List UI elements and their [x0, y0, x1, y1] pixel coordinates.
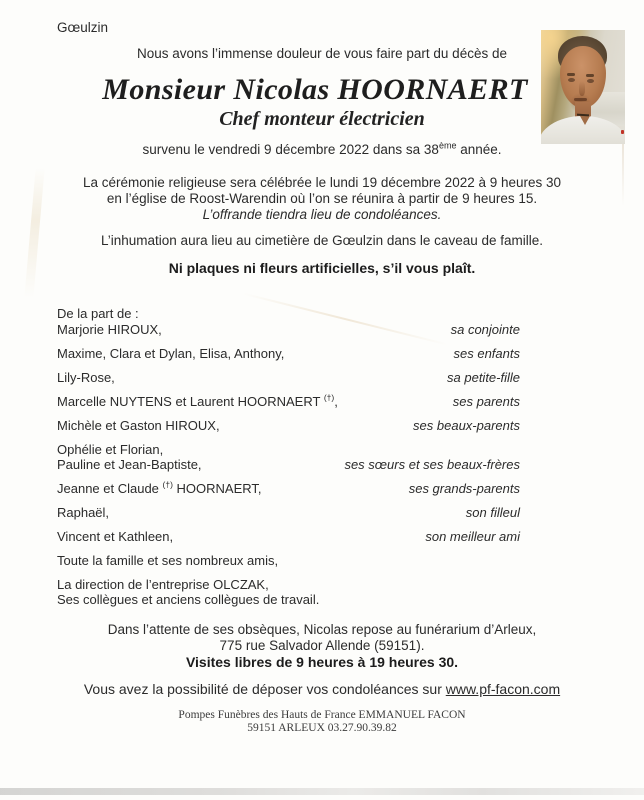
- family-name-text: ,: [334, 394, 338, 409]
- family-name-text: HOORNAERT,: [172, 481, 262, 496]
- family-row: [57, 394, 520, 409]
- family-name-line: [57, 592, 319, 607]
- photo-mouth: [574, 98, 587, 101]
- family-row: [57, 346, 520, 361]
- family-name-line: [57, 553, 278, 568]
- family-relation: ses enfants: [453, 346, 520, 361]
- deceased-profession: Chef monteur électricien: [219, 108, 425, 130]
- funeral-home-block: [0, 709, 644, 734]
- family-names: [57, 418, 220, 433]
- family-row: [57, 481, 520, 496]
- family-name-line: [57, 418, 220, 433]
- family-names: [57, 442, 202, 472]
- funeral-home-name: Pompes Funèbres des Hauts de France EMMANUEL FACON: [178, 709, 466, 721]
- family-names: [57, 394, 338, 409]
- family-name-text: Vincent et Kathleen,: [57, 529, 174, 544]
- family-name-line: [57, 577, 319, 592]
- family-relation: ses grands-parents: [408, 481, 520, 496]
- photo-eyes: [568, 78, 575, 82]
- family-name-text: La direction de l’entreprise OLCZAK,: [57, 577, 269, 592]
- obsequies-line-1: Dans l’attente de ses obsèques, Nicolas repose au funérarium d’Arleux,: [107, 622, 537, 637]
- family-names: [57, 481, 262, 496]
- family-name-line: [57, 442, 202, 457]
- death-date-text: survenu le vendredi 9 décembre 2022 dans sa 38: [142, 142, 439, 157]
- family-row: [57, 577, 520, 607]
- funeral-home-address: 59151 ARLEUX 03.27.90.39.82: [247, 721, 397, 734]
- family-heading: De la part de :: [57, 306, 139, 321]
- death-date-text-end: année.: [456, 142, 502, 157]
- family-names: [57, 505, 109, 520]
- family-name-line: [57, 394, 338, 409]
- family-row: [57, 553, 520, 568]
- family-relation: ses sœurs et ses beaux-frères: [344, 457, 520, 472]
- family-row: [57, 418, 520, 433]
- family-name-line: [57, 529, 173, 544]
- family-relation: ses beaux-parents: [413, 418, 520, 433]
- family-names: [57, 346, 284, 361]
- family-name-text: Maxime, Clara et Dylan, Elisa, Anthony,: [57, 346, 285, 361]
- family-relation: son meilleur ami: [425, 529, 520, 544]
- family-names: [57, 322, 162, 337]
- family-name-line: [57, 370, 115, 385]
- family-names: [57, 553, 278, 568]
- family-relation: ses parents: [452, 394, 520, 409]
- family-relation: sa petite-fille: [447, 370, 520, 385]
- condolences-website-link[interactable]: www.pf-facon.com: [445, 681, 561, 697]
- family-relation: son filleul: [465, 505, 520, 520]
- family-name-text: Marjorie HIROUX,: [57, 322, 162, 337]
- family-name-text: Ophélie et Florian,: [57, 442, 164, 457]
- family-name-text: Michèle et Gaston HIROUX,: [57, 418, 220, 433]
- family-name-text: Jeanne et Claude: [57, 481, 163, 496]
- deceased-dagger-mark: (†): [162, 479, 173, 490]
- intro-line: Nous avons l’immense douleur de vous faire part du décès de: [137, 46, 507, 61]
- family-name-line: [57, 457, 202, 472]
- ceremony-line-1: La cérémonie religieuse sera célébrée le lundi 19 décembre 2022 à 9 heures 30: [82, 175, 562, 190]
- family-name-line: [57, 505, 109, 520]
- ceremony-offering-line: L’offrande tiendra lieu de condoléances.: [202, 207, 442, 222]
- family-name-line: [57, 346, 284, 361]
- family-names: [57, 370, 115, 385]
- family-name-text: Marcelle NUYTENS et Laurent HOORNAERT: [57, 394, 324, 409]
- city-label: Gœulzin: [57, 20, 109, 35]
- family-name-text: Pauline et Jean-Baptiste,: [57, 457, 202, 472]
- family-row: [57, 370, 520, 385]
- condolences-text: Vous avez la possibilité de déposer vos condoléances sur: [83, 681, 446, 697]
- family-name-text: Ses collègues et anciens collègues de travail.: [57, 592, 320, 607]
- ceremony-line-2: en l’église de Roost-Warendin où l’on se réunira à partir de 9 heures 15.: [106, 191, 538, 206]
- scan-artifact-bottom-strip: [0, 788, 644, 795]
- family-row: [57, 505, 520, 520]
- deceased-name: Monsieur Nicolas HOORNAERT: [102, 73, 528, 106]
- portrait-photo: [541, 30, 625, 144]
- obsequies-block: [0, 622, 644, 670]
- family-relation: sa conjointe: [450, 322, 520, 337]
- family-name-line: [57, 322, 162, 337]
- family-name-line: [57, 481, 262, 496]
- family-row: [57, 529, 520, 544]
- ceremony-block: [0, 175, 644, 223]
- death-date-line: [0, 142, 644, 157]
- scan-artifact-edge-line: [622, 144, 624, 206]
- scan-artifact-red-dot: [621, 130, 624, 134]
- photo-collar: [580, 116, 590, 125]
- condolences-line: [0, 681, 644, 697]
- family-row: [57, 322, 520, 337]
- family-rows: [57, 322, 520, 607]
- family-name-text: Raphaël,: [57, 505, 110, 520]
- family-names: [57, 529, 173, 544]
- obsequies-line-2: 775 rue Salvador Allende (59151).: [219, 638, 425, 653]
- death-date-ordinal-sup: ème: [438, 140, 457, 151]
- family-name-text: Toute la famille et ses nombreux amis,: [57, 553, 279, 568]
- family-section: [57, 306, 520, 616]
- burial-line: L’inhumation aura lieu au cimetière de Gœulzin dans le caveau de famille.: [101, 233, 543, 248]
- deceased-dagger-mark: (†): [323, 392, 335, 403]
- family-name-text: Lily-Rose,: [57, 370, 115, 385]
- family-names: [57, 577, 319, 607]
- family-row: [57, 442, 520, 472]
- no-flowers-line: Ni plaques ni fleurs artificielles, s’il vous plaît.: [168, 260, 476, 276]
- visiting-hours-line: Visites libres de 9 heures à 19 heures 30.: [185, 654, 459, 670]
